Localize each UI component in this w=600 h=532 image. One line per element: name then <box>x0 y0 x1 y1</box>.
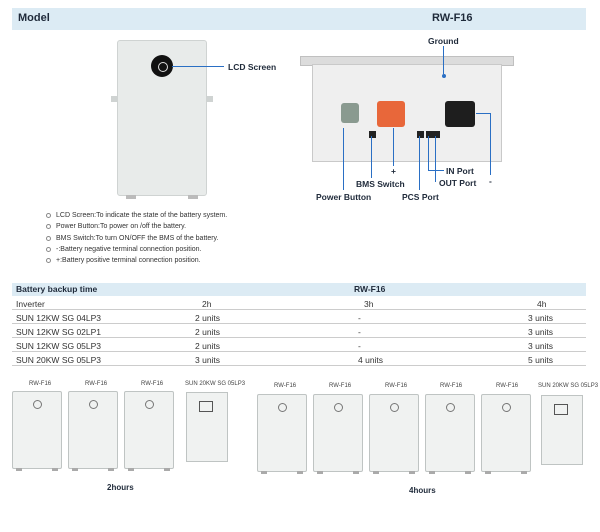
lcd-icon <box>89 400 98 409</box>
pcs-port-label: PCS Port <box>402 192 439 202</box>
foot <box>108 468 114 471</box>
out-port-label: OUT Port <box>439 178 477 188</box>
minus-label: - <box>489 176 492 186</box>
lcd-icon <box>390 403 399 412</box>
lcd-icon <box>502 403 511 412</box>
battery-unit-image <box>425 394 475 472</box>
ground-dot <box>442 74 446 78</box>
column-header: 3h <box>364 298 374 309</box>
in-port-label: IN Port <box>446 166 474 176</box>
foot <box>409 471 415 474</box>
battery-label: RW-F16 <box>440 383 463 389</box>
column-header: 4h <box>537 298 547 309</box>
lcd-icon <box>334 403 343 412</box>
foot <box>465 471 471 474</box>
table-cell: - <box>358 326 361 337</box>
callout-line <box>172 66 224 67</box>
table-cell: SUN 12KW SG 04LP3 <box>16 312 102 323</box>
power-button-label: Power Button <box>316 192 372 202</box>
foot <box>317 471 323 474</box>
callout-line <box>476 113 490 114</box>
bullet-icon <box>46 247 51 252</box>
ground-label: Ground <box>428 36 459 46</box>
callout-line <box>419 136 420 190</box>
lcd-icon <box>145 400 154 409</box>
bullet-icon <box>46 213 51 218</box>
callout-line <box>490 113 491 175</box>
battery-unit-image <box>68 391 118 469</box>
foot <box>188 195 198 199</box>
negative-connector <box>445 101 475 127</box>
column-header: 2h <box>202 298 212 309</box>
feature-notes <box>46 210 227 266</box>
note-item: BMS Switch:To turn ON/OFF the BMS of the battery. <box>46 233 227 244</box>
lcd-icon <box>278 403 287 412</box>
note-item: +:Battery positive terminal connection position. <box>46 255 227 266</box>
table-cell: 4 units <box>358 354 384 365</box>
foot <box>521 471 527 474</box>
callout-line <box>435 136 436 182</box>
table-cell: 2 units <box>195 326 221 337</box>
table-cell: SUN 12KW SG 05LP3 <box>16 340 102 351</box>
table-cell: - <box>358 312 361 323</box>
battery-label: RW-F16 <box>496 383 519 389</box>
battery-label: RW-F16 <box>141 381 164 387</box>
plus-label: + <box>391 166 396 176</box>
lcd-icon <box>33 400 42 409</box>
table-cell: 3 units <box>528 326 554 337</box>
foot <box>72 468 78 471</box>
table-cell: SUN 12KW SG 02LP1 <box>16 326 102 337</box>
callout-line <box>393 128 394 166</box>
table-cell: 3 units <box>528 312 554 323</box>
table-row <box>12 325 586 338</box>
bms-switch-label: BMS Switch <box>356 179 405 189</box>
backup-table-header <box>12 283 586 296</box>
table-cell: 2 units <box>195 312 221 323</box>
column-header: Inverter <box>16 298 45 309</box>
foot <box>126 195 136 199</box>
lcd-screen-label: LCD Screen <box>228 62 277 72</box>
caption-4hours: 4hours <box>409 486 436 495</box>
callout-line <box>371 136 372 178</box>
model-label: Model <box>18 12 50 24</box>
caption-2hours: 2hours <box>107 483 134 492</box>
foot <box>297 471 303 474</box>
foot <box>429 471 435 474</box>
battery-unit-image <box>313 394 363 472</box>
battery-unit-image <box>369 394 419 472</box>
callout-line <box>443 46 444 74</box>
battery-label: RW-F16 <box>274 383 297 389</box>
table-cell: 3 units <box>528 340 554 351</box>
callout-line <box>343 128 344 190</box>
power-connector <box>341 103 359 123</box>
battery-label: RW-F16 <box>29 381 52 387</box>
inverter-image <box>186 392 228 462</box>
inverter-label: SUN 20KW SG 05LP3 <box>538 383 599 389</box>
table-row <box>12 353 586 366</box>
battery-unit-image <box>481 394 531 472</box>
foot <box>485 471 491 474</box>
inverter-label: SUN 20KW SG 05LP3 <box>185 381 246 387</box>
callout-line <box>428 170 444 171</box>
model-name: RW-F16 <box>432 12 473 24</box>
positive-connector <box>377 101 405 127</box>
callout-line <box>428 136 429 170</box>
note-item: LCD Screen:To indicate the state of the battery system. <box>46 210 227 221</box>
note-item: -:Battery negative terminal connection position. <box>46 244 227 255</box>
table-cell: 5 units <box>528 354 554 365</box>
table-title: Battery backup time <box>16 284 98 294</box>
foot <box>16 468 22 471</box>
lcd-screen-icon <box>151 55 173 77</box>
inverter-image <box>541 395 583 465</box>
foot <box>373 471 379 474</box>
battery-unit-image <box>12 391 62 469</box>
lcd-icon <box>446 403 455 412</box>
foot <box>128 468 134 471</box>
table-model: RW-F16 <box>354 284 386 294</box>
battery-label: RW-F16 <box>385 383 408 389</box>
foot <box>52 468 58 471</box>
battery-label: RW-F16 <box>329 383 352 389</box>
table-row <box>12 339 586 352</box>
bullet-icon <box>46 224 51 229</box>
battery-unit-image <box>124 391 174 469</box>
bullet-icon <box>46 236 51 241</box>
foot <box>353 471 359 474</box>
foot <box>261 471 267 474</box>
inverter-screen-icon <box>554 404 568 415</box>
handle-right <box>207 96 213 102</box>
bullet-icon <box>46 258 51 263</box>
table-cell: SUN 20KW SG 05LP3 <box>16 354 102 365</box>
table-cell: - <box>358 340 361 351</box>
table-row <box>12 311 586 324</box>
inverter-screen-icon <box>199 401 213 412</box>
note-item: Power Button:To power on /off the battery. <box>46 221 227 232</box>
table-cell: 2 units <box>195 340 221 351</box>
battery-label: RW-F16 <box>85 381 108 387</box>
table-header-row <box>12 297 586 310</box>
battery-unit-image <box>257 394 307 472</box>
battery-front-image <box>117 40 207 196</box>
handle-left <box>111 96 117 102</box>
foot <box>164 468 170 471</box>
battery-back-panel-image <box>312 64 502 162</box>
model-header <box>12 8 586 30</box>
table-cell: 3 units <box>195 354 221 365</box>
